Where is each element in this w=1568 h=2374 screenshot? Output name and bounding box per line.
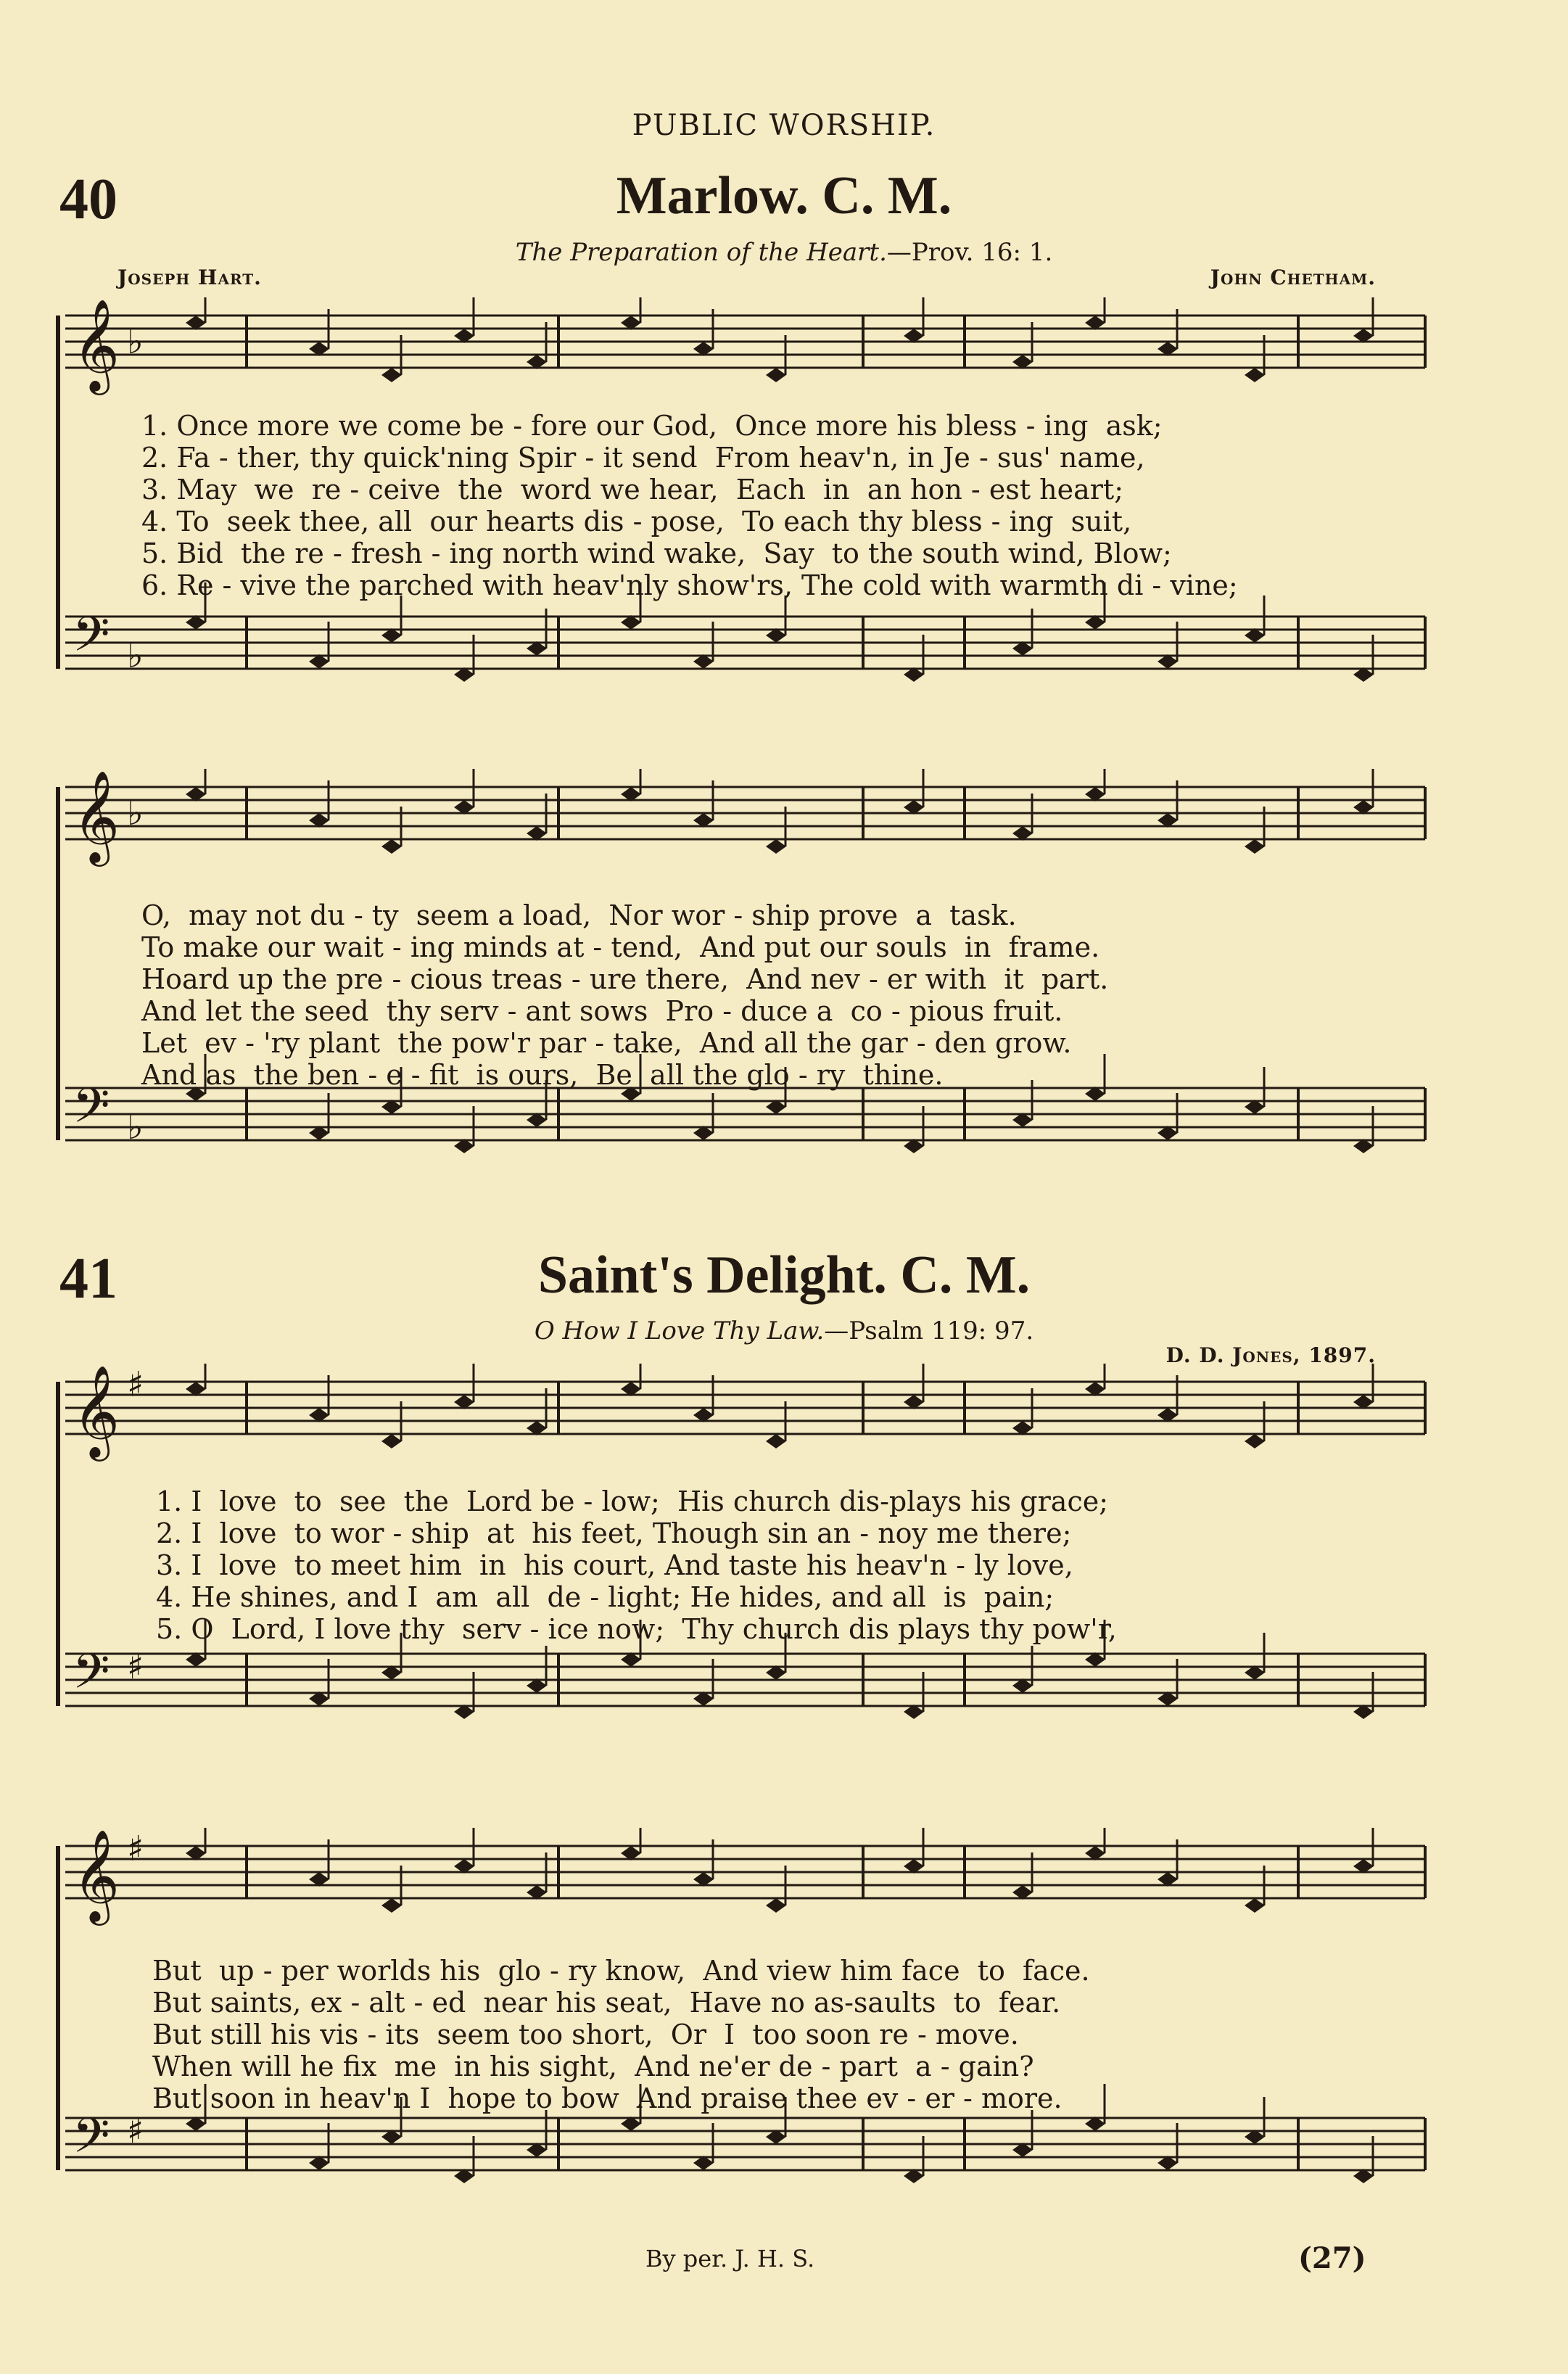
verse-line: 1. I love to see the Lord be - low; His church dis-plays his grace;	[156, 1485, 1109, 1517]
bass-clef-icon: 𝄢	[73, 1078, 110, 1145]
verse-line: 3. I love to meet him in his court, And taste his heav'n - ly love,	[156, 1549, 1073, 1581]
subtitle-text: O How I Love Thy Law.	[534, 1316, 825, 1345]
verse-line: And let the seed thy serv - ant sows Pro - duce a co - pious fruit.	[141, 995, 1063, 1027]
treble-clef-icon: 𝄞	[73, 1364, 120, 1457]
hymn-number: 40	[59, 168, 117, 231]
note-head-icon	[1245, 368, 1265, 382]
flat-icon: ♭	[127, 1107, 144, 1147]
verse-line: Let ev - 'ry plant the pow'r par - take, And all the gar - den grow.	[141, 1027, 1072, 1059]
note-head-icon	[1245, 839, 1265, 854]
flat-icon: ♭	[127, 321, 144, 362]
verse-line: 2. I love to wor - ship at his feet, Though sin an - noy me there;	[156, 1517, 1072, 1549]
verse-line: 4. To seek thee, all our hearts dis - pose, To each thy bless - ing suit,	[141, 506, 1132, 537]
scripture-reference: —Psalm 119: 97.	[824, 1316, 1034, 1345]
verse-line: O, may not du - ty seem a load, Nor wor - ship prove a task.	[141, 899, 1017, 931]
verse-line: But soon in heav'n I hope to bow And praise thee ev - er - more.	[152, 2082, 1062, 2114]
sharp-icon: ♯	[127, 1364, 144, 1405]
composer-credit: D. D. Jones, 1897.	[1165, 1343, 1376, 1367]
verse-line: 1. Once more we come be - fore our God, Once more his bless - ing ask;	[141, 410, 1163, 442]
verse-line: 3. May we re - ceive the word we hear, Each in an hon - est heart;	[141, 474, 1124, 506]
sharp-icon: ♯	[127, 2111, 144, 2151]
note-head-icon	[381, 368, 402, 382]
hymn-subtitle	[0, 1316, 1568, 1345]
note-head-icon	[1245, 1434, 1265, 1448]
note-head-icon	[766, 1434, 786, 1448]
author-credit: Joseph Hart.	[117, 265, 262, 289]
scripture-reference: —Prov. 16: 1.	[886, 238, 1053, 267]
verse-line: But up - per worlds his glo - ry know, And view him face to face.	[152, 1955, 1090, 1987]
hymn-number: 41	[59, 1247, 117, 1311]
treble-clef-icon: 𝄞	[73, 770, 120, 862]
verse-line: But saints, ex - alt - ed near his seat, Have no as-saults to fear.	[152, 1987, 1061, 2019]
hymn-subtitle	[0, 238, 1568, 267]
page-number: (27)	[1298, 2241, 1366, 2275]
subtitle-text: The Preparation of the Heart.	[515, 238, 887, 267]
sharp-icon: ♯	[127, 1646, 144, 1687]
composer-credit: John Chetham.	[1210, 265, 1376, 289]
verse-line: When will he fix me in his sight, And ne'er de - part a - gain?	[152, 2051, 1034, 2082]
treble-clef-icon: 𝄞	[73, 1829, 120, 1921]
verse-line: And as the ben - e - fit is ours, Be all the glo - ry thine.	[141, 1059, 944, 1091]
bass-clef-icon: 𝄢	[73, 1644, 110, 1711]
note-head-icon	[381, 1434, 402, 1448]
treble-clef-icon: 𝄞	[73, 298, 120, 391]
bass-clef-icon: 𝄢	[73, 2108, 110, 2175]
note-head-icon	[766, 1898, 786, 1913]
tune-title: Marlow. C. M.	[616, 166, 952, 226]
sharp-icon: ♯	[127, 1829, 144, 1869]
verse-line: 6. Re - vive the parched with heav'nly show'rs, The cold with warmth di - vine;	[141, 569, 1238, 601]
page-header: PUBLIC WORSHIP.	[632, 109, 936, 142]
note-head-icon	[381, 1898, 402, 1913]
note-head-icon	[766, 368, 786, 382]
verse-line: 5. Bid the re - fresh - ing north wind wake, Say to the south wind, Blow;	[141, 537, 1172, 569]
note-head-icon	[766, 839, 786, 854]
note-head-icon	[1245, 1898, 1265, 1913]
bass-clef-icon: 𝄢	[73, 606, 110, 674]
verse-line: But still his vis - its seem too short, Or I too soon re - move.	[152, 2019, 1019, 2051]
verse-line: Hoard up the pre - cious treas - ure there, And nev - er with it part.	[141, 963, 1109, 995]
flat-icon: ♭	[127, 635, 144, 676]
tune-title: Saint's Delight. C. M.	[537, 1245, 1031, 1305]
verse-line: 2. Fa - ther, thy quick'ning Spir - it send From heav'n, in Je - sus' name,	[141, 442, 1145, 474]
verse-line: 5. O Lord, I love thy serv - ice now; Thy church dis plays thy pow'r,	[156, 1613, 1117, 1645]
verse-line: To make our wait - ing minds at - tend, And put our souls in frame.	[141, 931, 1100, 963]
permission-credit: By per. J. H. S.	[645, 2245, 815, 2272]
note-head-icon	[381, 839, 402, 854]
verse-line: 4. He shines, and I am all de - light; He hides, and all is pain;	[156, 1581, 1055, 1613]
flat-icon: ♭	[127, 793, 144, 833]
